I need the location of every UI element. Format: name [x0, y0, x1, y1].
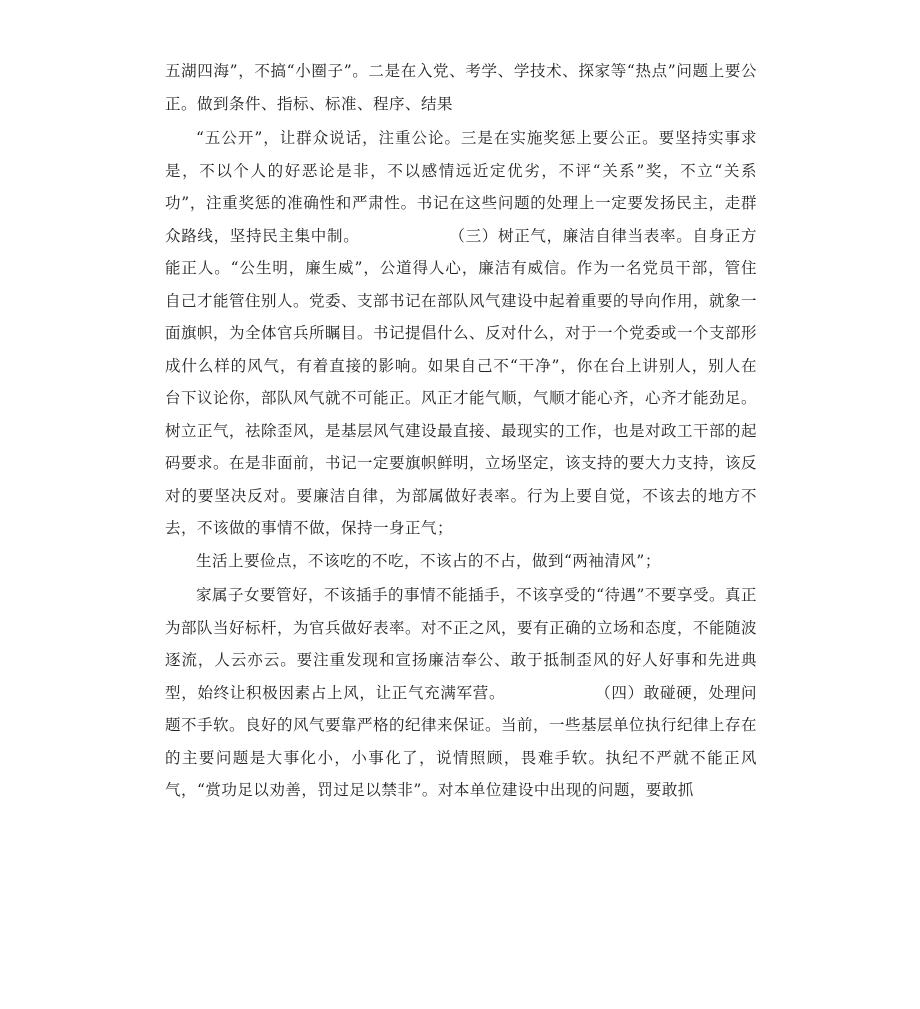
paragraph-2: “五公开”，让群众说话，注重公论。三是在实施奖惩上要公正。要坚持实事求是，不以个人的好恶论是非，不以感情远近定优劣，不评“关系”奖，不立“关系功”，注重奖惩的准确性和严肃性。书记在这些问题的处理上一定要发扬民主，走群众路线，坚持民主集中制。 （三）树正气，廉洁自律当表率。自身正方能正人。“公生明，廉生威”，公道得人心，廉洁有威信。作为一名党员干部，管住自己才能管住别人。党委、支部书记在部队风气建设中起着重要的导向作用，就象一面旗帜，为全体官兵所瞩目。书记提倡什么、反对什么，对于一个党委或一个支部形成什么样的风气，有着直接的影响。如果自己不“干净”，你在台上讲别人，别人在台下议论你，部队风气就不可能正。风正才能气顺，气顺才能心齐，心齐才能劲足。树立正气，祛除歪风，是基层风气建设最直接、最现实的工作，也是对政工干部的起码要求。在是非面前，书记一定要旗帜鲜明，立场坚定，该支持的要大力支持，该反对的要坚决反对。要廉洁自律，为部属做好表率。行为上要自觉，不该去的地方不去，不该做的事情不做，保持一身正气； [165, 129, 758, 537]
document-body [165, 55, 757, 807]
paragraph-1: 五湖四海”，不搞“小圈子”。二是在入党、考学、学技术、探家等“热点”问题上要公正。做到条件、指标、标准、程序、结果 [165, 62, 757, 113]
paragraph-4: 家属子女要管好，不该插手的事情不能插手，不该享受的“待遇”不要享受。真正为部队当好标杆，为官兵做好表率。对不正之风，要有正确的立场和态度，不能随波逐流，人云亦云。要注重发现和宣扬廉洁奉公、敢于抵制歪风的好人好事和先进典型，始终让积极因素占上风，让正气充满军营。 （四）敢碰硬，处理问题不手软。良好的风气要靠严格的纪律来保证。当前，一些基层单位执行纪律上存在的主要问题是大事化小，小事化了，说情照顾，畏难手软。执纪不严就不能正风气，“赏功足以劝善，罚过足以禁非”。对本单位建设中出现的问题，要敢抓 [165, 586, 758, 799]
paragraph-3: 生活上要俭点，不该吃的不吃，不该占的不占，做到“两袖清风”； [196, 551, 661, 570]
